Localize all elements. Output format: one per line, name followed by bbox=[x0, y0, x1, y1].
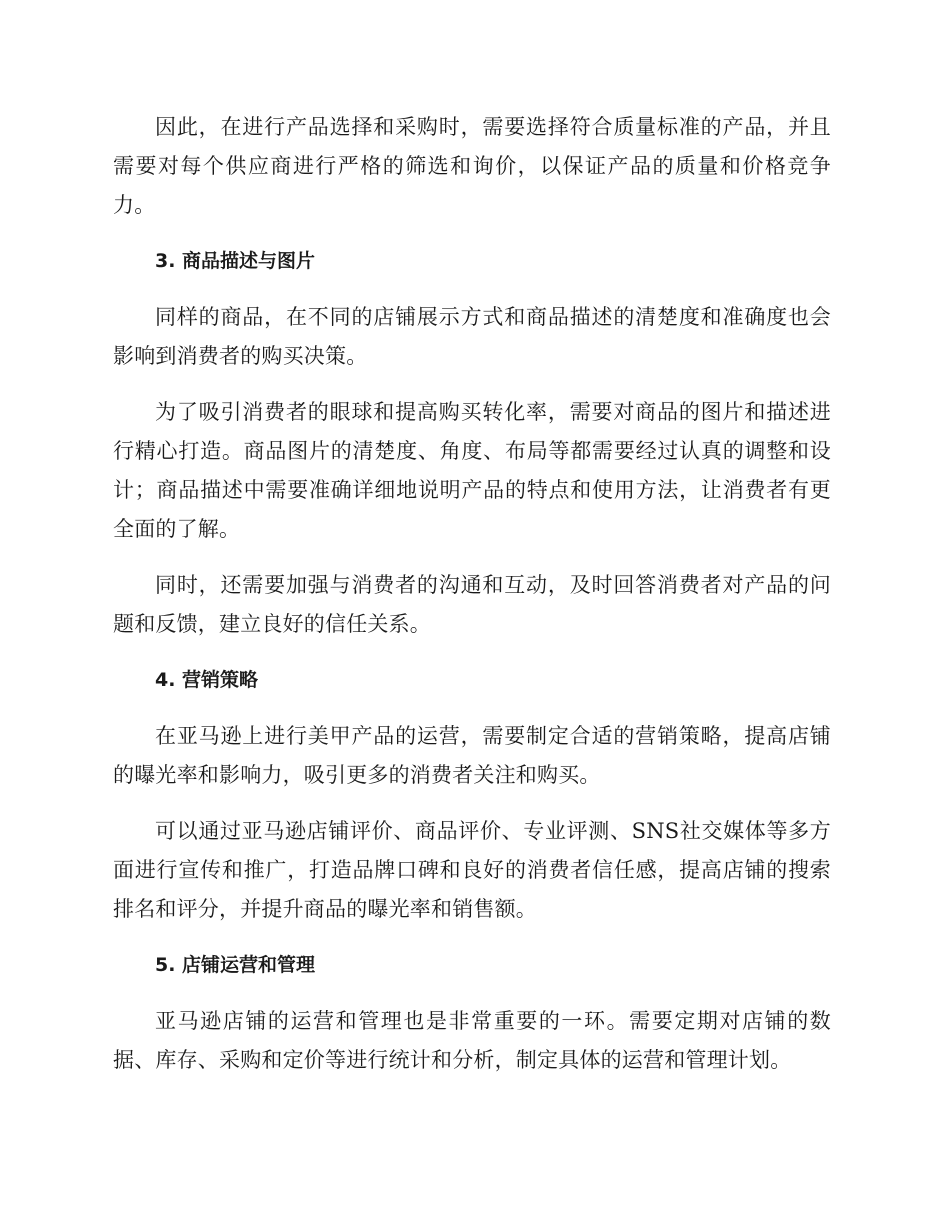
paragraph-promotion: 可以通过亚马逊店铺评价、商品评价、专业评测、SNS社交媒体等多方面进行宣传和推广，打造品牌口碑和良好的消费者信任感，提高店铺的搜索排名和评分，并提升商品的曝光率和销售额。 bbox=[113, 819, 831, 921]
paragraph-store-operations: 亚马逊店铺的运营和管理也是非常重要的一环。需要定期对店铺的数据、库存、采购和定价等进行统计和分析，制定具体的运营和管理计划。 bbox=[113, 1009, 831, 1072]
section-heading-4: 4. 营销策略 bbox=[155, 669, 259, 691]
paragraph-product-selection: 因此，在进行产品选择和采购时，需要选择符合质量标准的产品，并且需要对每个供应商进行严格的筛选和询价，以保证产品的质量和价格竞争力。 bbox=[113, 115, 831, 217]
paragraph-display-description: 同样的商品，在不同的店铺展示方式和商品描述的清楚度和准确度也会影响到消费者的购买决策。 bbox=[113, 305, 831, 368]
paragraph-images-description: 为了吸引消费者的眼球和提高购买转化率，需要对商品的图片和描述进行精心打造。商品图片的清楚度、角度、布局等都需要经过认真的调整和设计；商品描述中需要准确详细地说明产品的特点和使用方法，让消费者有更全面的了解。 bbox=[113, 400, 831, 541]
paragraph-communication: 同时，还需要加强与消费者的沟通和互动，及时回答消费者对产品的问题和反馈，建立良好的信任关系。 bbox=[113, 573, 831, 636]
section-heading-3: 3. 商品描述与图片 bbox=[155, 250, 316, 272]
document-page bbox=[113, 108, 831, 1080]
paragraph-marketing-strategy: 在亚马逊上进行美甲产品的运营，需要制定合适的营销策略，提高店铺的曝光率和影响力，吸引更多的消费者关注和购买。 bbox=[113, 724, 831, 787]
section-heading-5: 5. 店铺运营和管理 bbox=[155, 954, 316, 976]
